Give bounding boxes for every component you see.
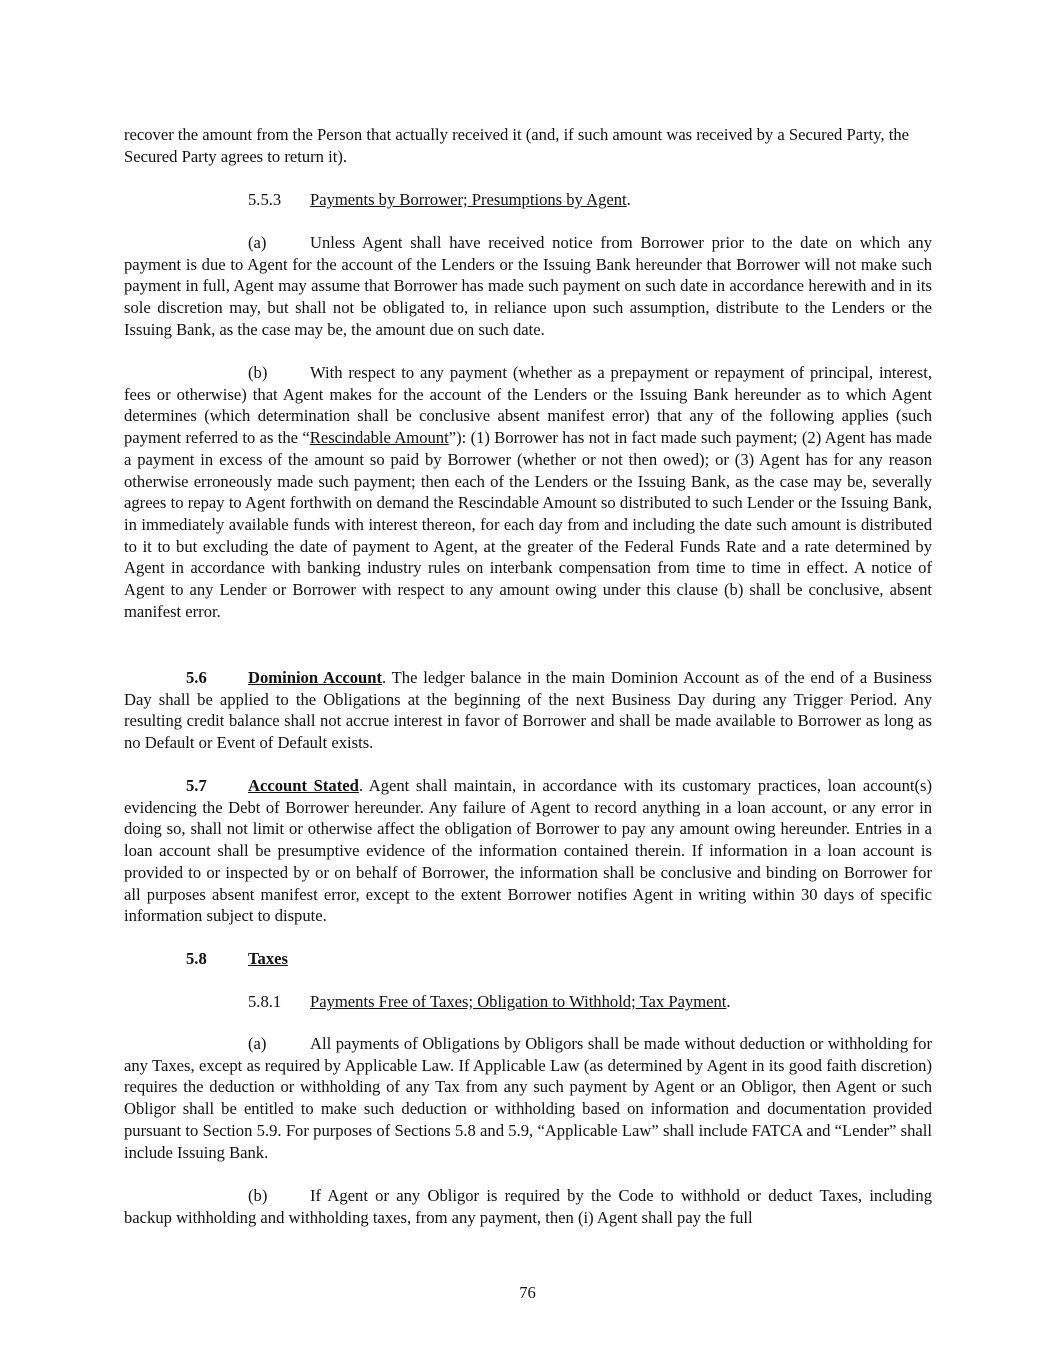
- clause-label: (a): [248, 233, 267, 252]
- section-number: 5.6: [186, 668, 207, 687]
- clause-5-5-3-a: [124, 232, 932, 341]
- clause-5-8-1-a: [124, 1033, 932, 1163]
- section-title-end: .: [726, 992, 731, 1011]
- section-number: 5.8.1: [248, 992, 282, 1011]
- section-number: 5.5.3: [248, 190, 282, 209]
- section-title: Account Stated: [248, 776, 359, 795]
- paragraph-intro: recover the amount from the Person that actually received it (and, if such amount was received by a Secured Party, the Secured Party agrees to return it).: [124, 125, 909, 166]
- section-5-6: [124, 667, 932, 754]
- section-5-8-heading: [186, 948, 288, 970]
- section-title: Taxes: [248, 949, 288, 968]
- clause-text: All payments of Obligations by Obligors shall be made without deduction or withholding for any Taxes, except as required by Applicable Law. If Applicable Law (as determined by Agent in its good faith discretion) requires the deduction or withholding of any Tax from any such payment by Agent or an Obligor, then Agent or such Obligor shall be entitled to make such deduction or withholding based on information and documentation provided pursuant to Section 5.9. For purposes of Sections 5.8 and 5.9, “Applicable Law” shall include FATCA and “Lender” shall include Issuing Bank.: [124, 1034, 932, 1162]
- clause-label: (b): [248, 363, 268, 382]
- section-title: Payments Free of Taxes; Obligation to Withhold; Tax Payment: [310, 992, 727, 1011]
- section-5-5-3-heading: [248, 189, 631, 211]
- page-number: 76: [519, 1283, 536, 1302]
- section-number: 5.8: [186, 949, 207, 968]
- clause-5-8-1-b: [124, 1185, 932, 1228]
- clause-text: Unless Agent shall have received notice from Borrower prior to the date on which any payment is due to Agent for the account of the Lenders or the Issuing Bank hereunder that Borrower will not make such payment in full, Agent may assume that Borrower has made such payment on such date in accordance herewith and in its sole discretion may, but shall not be obligated to, in reliance upon such assumption, distribute to the Lenders or the Issuing Bank, as the case may be, the amount due on such date.: [124, 233, 932, 339]
- clause-label: (a): [248, 1034, 267, 1053]
- clause-label: (b): [248, 1186, 268, 1205]
- section-text: . The ledger balance in the main Dominion Account as of the end of a Business Day shall be applied to the Obligations at the beginning of the next Business Day during any Trigger Period. Any resulting credit balance shall not accrue interest in favor of Borrower and shall be made available to Borrower as long as no Default or Event of Default exists.: [124, 668, 933, 753]
- clause-text: If Agent or any Obligor is required by the Code to withhold or deduct Taxes, including backup withholding and withholding taxes, from any payment, then (i) Agent shall pay the full: [124, 1186, 932, 1227]
- clause-text-pre: With respect to any payment (whether as a prepayment or repayment of principal, interest, fees or otherwise) that Agent makes for the account of the Lenders or the Issuing Bank hereunder as to which Agent determines (which determination shall be conclusive absent manifest error) that any of the following applies (such payment referred to as the “: [124, 363, 932, 448]
- clause-5-5-3-b: [124, 362, 932, 622]
- defined-term-rescindable-amount: Rescindable Amount: [309, 428, 449, 448]
- section-5-7: [124, 775, 932, 927]
- section-title: Dominion Account: [248, 668, 382, 687]
- section-number: 5.7: [186, 776, 207, 795]
- section-5-8-1-heading: [248, 991, 731, 1013]
- section-title-end: .: [626, 190, 631, 209]
- section-text: . Agent shall maintain, in accordance with its customary practices, loan account(s) evidencing the Debt of Borrower hereunder. Any failure of Agent to record anything in a loan account, or any error in doing so, shall not limit or otherwise affect the obligation of Borrower to pay any amount owing hereunder. Entries in a loan account shall be presumptive evidence of the information contained therein. If information in a loan account is provided to or inspected by or on behalf of Borrower, the information shall be conclusive and binding on Borrower for all purposes absent manifest error, except to the extent Borrower notifies Agent in writing within 30 days of specific information subject to dispute.: [124, 776, 932, 926]
- clause-text-post: ”): (1) Borrower has not in fact made such payment; (2) Agent has made a payment in excess of the amount so paid by Borrower (whether or not then owed); or (3) Agent has for any reason otherwise erroneously made such payment; then each of the Lenders or the Issuing Bank, as the case may be, severally agrees to repay to Agent forthwith on demand the Rescindable Amount so distributed to such Lender or the Issuing Bank, in immediately available funds with interest thereon, for each day from and including the date such amount is distributed to it to but excluding the date of payment to Agent, at the greater of the Federal Funds Rate and a rate determined by Agent in accordance with banking industry rules on interbank compensation from time to time in effect. A notice of Agent to any Lender or Borrower with respect to any amount owing under this clause (b) shall be conclusive, absent manifest error.: [124, 428, 932, 621]
- section-title: Payments by Borrower; Presumptions by Agent: [310, 190, 627, 209]
